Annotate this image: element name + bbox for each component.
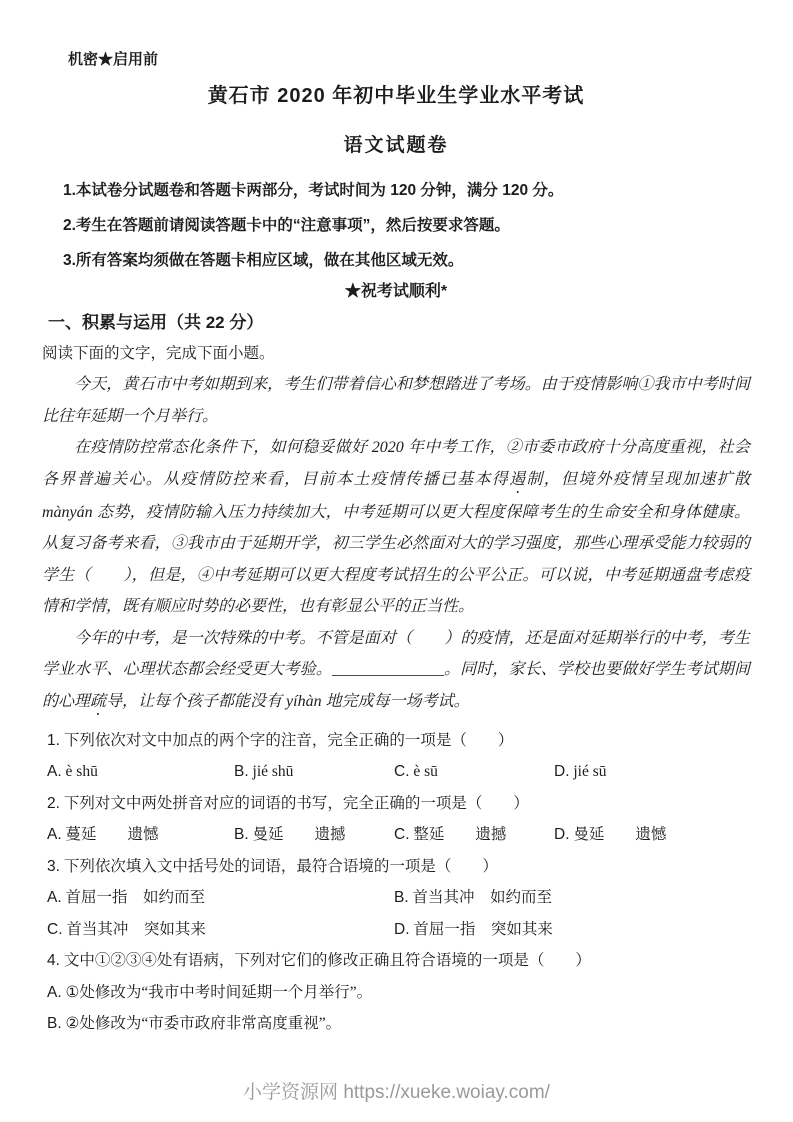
question-number: 1. [47, 731, 60, 749]
question-1-options [47, 756, 750, 788]
question-4-options [47, 977, 750, 1040]
option-text: 曼延 遗撼 [252, 826, 346, 843]
option-text: 首当其冲 如约而至 [412, 889, 553, 906]
option-label: C. [47, 920, 63, 938]
option-a [47, 819, 234, 851]
option-text: ②处修改为“市委市政府非常高度重视”。 [65, 1015, 342, 1032]
question-number: 3. [47, 857, 60, 875]
option-label: D. [394, 920, 410, 938]
option-label: D. [554, 826, 570, 843]
instruction-line-3: 3.所有答案均须做在答题卡相应区域，做在其他区域无效。 [63, 252, 464, 269]
question-1-stem [47, 725, 750, 757]
emphasized-char-e: 遏 [509, 470, 527, 488]
option-text: 整延 遗撼 [413, 826, 507, 843]
option-label: A. [47, 983, 62, 1001]
passage-text: 制，但境外疫情呈现加速扩散 mànyán 态势，疫情防输入压力持续加大，中考延期可以更大程度保障考生的生命安全和身体健康。从复习备考来看，③我市由于延期开学，初三学生必然面对大的学习强度，那些心理承受能力较弱的学生（ ），但是，④中考延期可以更大程度考试招生的公平公正。可以说，中考延期通盘考虑疫情和学情，既有顺应时势的必要性，也有彰显公平的正当性。 [42, 470, 750, 615]
option-a [47, 882, 394, 914]
question-2-options [47, 819, 750, 851]
section-one-heading: 一、积累与运用（共 22 分） [48, 313, 264, 332]
question-2 [47, 788, 750, 851]
paper-subtitle: 语文试题卷 [343, 135, 449, 156]
reading-intro: 阅读下面的文字，完成下面小题。 [42, 345, 275, 362]
option-text: è shū [65, 763, 98, 780]
question-3 [47, 851, 750, 946]
option-label: A. [47, 826, 62, 843]
passage-text: 导，让每个孩子都能没有 yíhàn 地完成每一场考试。 [106, 692, 470, 710]
classification-label: 机密★启用前 [68, 51, 159, 68]
option-label: A. [47, 889, 62, 906]
option-text: ①处修改为“我市中考时间延期一个月举行”。 [65, 983, 373, 1001]
option-label: B. [394, 889, 409, 906]
watermark-footer: 小学资源网 https://xueke.woiay.com/ [243, 1082, 550, 1103]
option-text: 首屈一指 如约而至 [65, 889, 206, 906]
option-label: B. [234, 763, 249, 780]
instruction-line-2: 2.考生在答题前请阅读答题卡中的“注意事项”，然后按要求答题。 [63, 217, 510, 234]
option-d [554, 819, 750, 851]
option-text: 首当其冲 突如其来 [66, 920, 206, 938]
instruction-line-1: 1.本试卷分试题卷和答题卡两部分，考试时间为 120 分钟，满分 120 分。 [63, 182, 564, 199]
option-label: C. [394, 826, 410, 843]
question-number: 4. [47, 952, 60, 969]
option-d [394, 914, 750, 946]
question-2-stem [47, 788, 750, 820]
question-3-options-row-1 [47, 882, 750, 914]
option-c [47, 914, 394, 946]
option-a [47, 756, 234, 788]
option-a [47, 977, 750, 1009]
option-label: D. [554, 763, 570, 780]
option-b [394, 882, 750, 914]
option-label: C. [394, 763, 410, 780]
question-stem-text: 文中①②③④处有语病，下列对它们的修改正确且符合语境的一项是（ ） [63, 952, 591, 969]
passage-paragraph-3 [42, 623, 750, 719]
question-1 [47, 725, 750, 788]
question-4-stem [47, 945, 750, 977]
option-d [554, 756, 750, 788]
question-number: 2. [47, 794, 60, 812]
question-stem-text: 下列依次填入文中括号处的词语，最符合语境的一项是（ ） [63, 857, 498, 875]
option-b [234, 756, 394, 788]
exam-title: 黄石市 2020 年初中毕业生学业水平考试 [207, 85, 585, 107]
option-text: 蔓延 遗憾 [65, 826, 159, 843]
option-b [234, 819, 394, 851]
passage-paragraph-1: 今天，黄石市中考如期到来，考生们带着信心和梦想踏进了考场。由于疫情影响①我市中考时间比往年延期一个月举行。 [42, 376, 750, 425]
option-c [394, 819, 554, 851]
option-label: B. [234, 826, 249, 843]
exam-instructions [63, 173, 750, 278]
option-text: è sū [413, 763, 438, 780]
emphasized-char-shu: 疏 [90, 692, 107, 710]
option-b [47, 1008, 750, 1040]
option-text: jié shū [252, 763, 294, 780]
question-stem-text: 下列依次对文中加点的两个字的注音，完全正确的一项是（ ） [63, 731, 514, 749]
option-label: B. [47, 1015, 62, 1032]
question-4 [47, 945, 750, 1040]
passage-text: 今年的中考，是一次特殊的中考。不管是面对（ ）的疫情，还是面对延期举行的中考，考生学业水平、心理状态都会经受更大考验。______________。同时，家长、学校也要做好学生考试期间的心理 [42, 629, 750, 710]
passage-paragraph-2 [42, 432, 750, 623]
question-3-stem [47, 851, 750, 883]
option-text: 首屈一指 突如其来 [413, 920, 553, 938]
option-text: jié sū [573, 763, 607, 780]
reading-passage [42, 369, 750, 719]
question-stem-text: 下列对文中两处拼音对应的词语的书写，完全正确的一项是（ ） [63, 794, 529, 812]
question-3-options-row-2 [47, 914, 750, 946]
passage-text: 在疫情防控常态化条件下，如何稳妥做好 2020 年中考工作，②市委市政府十分高度重视，社会各界普遍关心。从疫情防控来看，目前本土疫情传播已基本得 [42, 439, 750, 488]
exam-wish-line: ★祝考试顺利* [344, 283, 448, 300]
option-c [394, 756, 554, 788]
option-text: 曼延 遗憾 [573, 826, 667, 843]
option-label: A. [47, 763, 62, 780]
